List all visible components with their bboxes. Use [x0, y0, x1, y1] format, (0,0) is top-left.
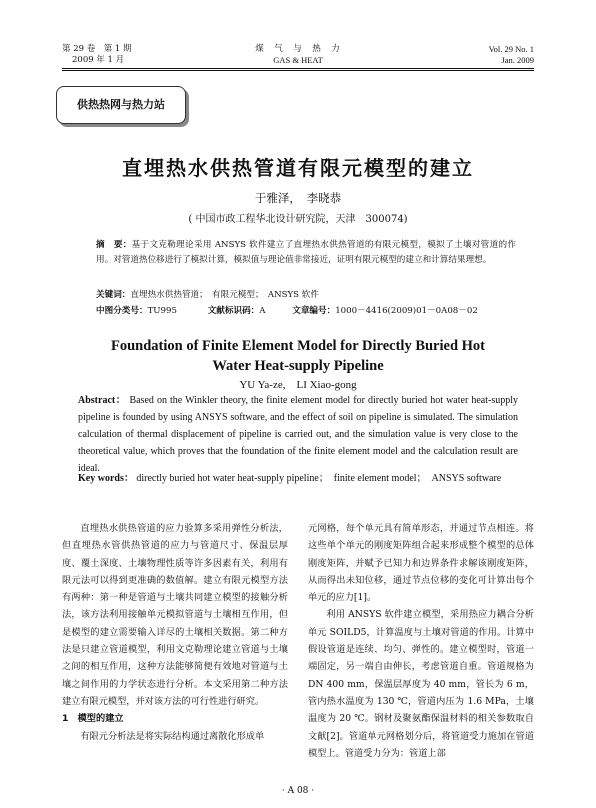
keywords-cn-text: 直埋热水供热管道； 有限元模型； ANSYS 软件 [130, 290, 319, 300]
column-badge-label: 供热热网与热力站 [77, 98, 165, 111]
affiliation-cn: ( 中国市政工程华北设计研究院，天津 300074) [188, 214, 408, 225]
page-number: · A 08 · [281, 786, 315, 796]
doc-code-value: A [259, 306, 266, 316]
header-volume-en: Vol. 29 No. 1 [488, 44, 534, 54]
abstract-en [78, 392, 518, 477]
header-volume-cn: 第 29 卷 第 1 期 [62, 44, 132, 54]
keywords-cn [96, 288, 516, 303]
clc-value: TU995 [147, 306, 177, 316]
authors-cn: 于雅泽， 李晓恭 [254, 191, 342, 205]
body-right-paragraph-1: 元网格，每个单元具有简单形态，并通过节点相连。将这些单个单元的刚度矩阵组合起来形成整个模型的总体刚度矩阵，并赋予已知力和边界条件求解该刚度矩阵，从而得出未知位移，通过节点位移的变化可计算出每个单元的应力[1]。 [308, 523, 534, 604]
section-heading-1: 1 模型的建立 [62, 713, 124, 725]
title-en-line2: Water Heat-supply Pipeline [212, 358, 384, 374]
header-date-en: Jan. 2009 [501, 55, 534, 65]
body-left-paragraph-2: 有限元分析法是将实际结构通过离散化形成单 [80, 730, 265, 742]
body-right-column [308, 520, 534, 762]
title-en-line1: Foundation of Finite Element Model for Directly Buried Hot [110, 338, 485, 354]
article-no-label: 文章编号： [292, 306, 336, 316]
body-left-paragraph-1: 直埋热水供热管道的应力验算多采用弹性分析法，但直埋热水管供热管道的应力与管道尺寸、保温层厚度、覆土深度、土壤物理性质等许多因素有关，利用有限元法可以得到更准确的数值解。建立有限元模型方法有两种：第一种是管道与土壤共同建立模型的接触分析法，该方法利用接触单元模拟管道与土壤相互作用，但是模型的建立需要输入详尽的土壤相关数据。第二种方法是只建立管道模型，利用文克勒理论建立管道与土壤之间的相互作用，这种方法能够简便有效地对管道与土壤之间作用的力学状态进行分析。本文采用第二种方法建立有限元模型，并对该方法的可行性进行研究。 [62, 523, 288, 707]
classification-line [96, 304, 516, 319]
abstract-cn-label: 摘 要： [96, 240, 132, 250]
header-journal-en: GAS & HEAT [273, 55, 323, 65]
keywords-en-text: directly buried hot water heat-supply pipeline； finite element model； ANSYS software [136, 473, 502, 484]
column-badge [56, 86, 186, 124]
keywords-en [78, 470, 518, 487]
abstract-cn [96, 238, 516, 268]
abstract-en-text: Based on the Winkler theory, the finite element model for directly buried hot water heat-supply pipeline is founded by using ANSYS software, and the effect of soil on pipeline is simulated. The simulation calculation of thermal displacement of pipeline is carried out, and the simulation value is very close to the theoretical value, which proves that the foundation of the finite element model and the calculation result are ideal. [78, 395, 519, 474]
title-cn: 直埋热水供热管道有限元模型的建立 [122, 156, 474, 180]
clc-label: 中图分类号： [96, 306, 148, 316]
header-date-cn: 2009 年 1 月 [72, 55, 125, 65]
header-journal-cn: 煤 气 与 热 力 [255, 44, 341, 54]
header-rule-bottom [62, 70, 534, 71]
keywords-en-label: Key words： [78, 473, 134, 484]
keywords-cn-label: 关键词： [96, 290, 131, 300]
doc-code-label: 文献标识码： [207, 306, 260, 316]
authors-en: YU Ya-ze, LI Xiao-gong [239, 379, 357, 391]
abstract-cn-text: 基于文克勒理论采用 ANSYS 软件建立了直埋热水供热管道的有限元模型，模拟了土壤对管道的作用。对管道热位移进行了模拟计算，模拟值与理论值非常接近，证明有限元模型的建立和计算结果理想。 [96, 240, 516, 265]
body-left-column [62, 520, 288, 745]
abstract-en-label: Abstract： [78, 395, 127, 406]
body-right-paragraph-2: 利用 ANSYS 软件建立模型，采用热应力耦合分析单元 SOILD5，计算温度与土壤对管道的作用。计算中假设管道是连续、均匀、弹性的。建立模型时，管道一端固定，另一端自由伸长，考虑管道自重。管道规格为 DN 400 mm，保温层厚度为 40 mm，管长为 6 m，管内热水温度为 130 ℃，管道内压为 1.6 MPa，土壤温度为 20 ℃。钢材及聚氨酯保温材料的相关参数取自文献[2]。管道单元网格划分后，将管道受力施加在管道模型上。管道受力分为：管道上部 [308, 609, 534, 759]
header-rule-top [62, 68, 534, 69]
article-no-value: 1000－4416(2009)01－0A08－02 [335, 306, 478, 316]
